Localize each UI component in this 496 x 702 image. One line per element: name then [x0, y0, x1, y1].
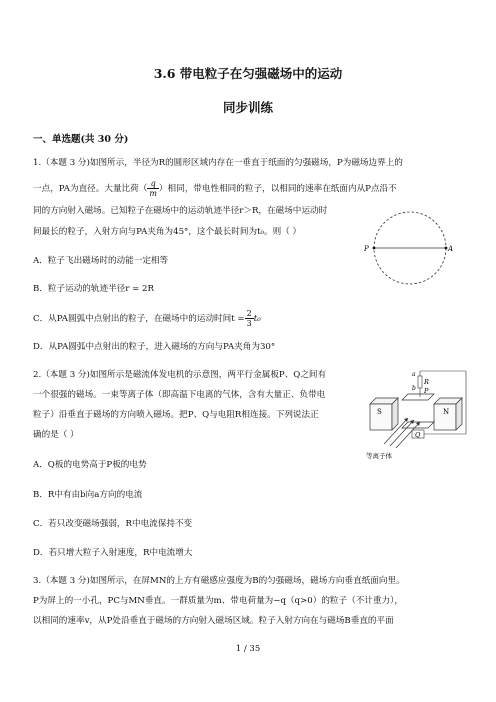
q2-line-1: 2.（本题 3 分)如图所示是磁流体发电机的示意图，两平行金属板P、Q之间有 [33, 370, 327, 380]
q2-line-4: 确的是（ ） [33, 430, 79, 440]
page-number: 1 / 35 [235, 644, 261, 654]
q2-fig-label-s: S [377, 408, 382, 416]
q1-time-fraction: $\frac{2}{3}$ [246, 309, 252, 328]
q2-option-b: B．R中有由b向a方向的电流 [33, 490, 143, 500]
q2-fig-label-r: R [424, 378, 429, 386]
q1-fig-label-p: P [364, 245, 369, 253]
q1-circle-figure [362, 210, 454, 290]
q2-generator-figure [362, 368, 470, 460]
q3-line-1: 3.（本题 3 分)如图所示，在屏MN的上方有磁感应强度为B的匀强磁场，磁场方向垂直纸面向里。 [33, 576, 405, 586]
q3-line-2: P为屏上的一小孔，PC与MN垂直。一群质量为m、带电荷量为−q（q>0）的粒子（不计重力）， [33, 596, 403, 606]
q1-option-d: D．从PA圆弧中点射出的粒子，进入磁场的方向与PA夹角为30° [33, 342, 276, 352]
q1-line-2: 一点，PA为直径。大量比荷（ $\frac{q}{m}$ ）相同，带电性相同的粒子，以相同的速率在纸面内从P点沿不 [33, 179, 397, 198]
q3-line-3: 以相同的速率v，从P处沿垂直于磁场的方向射入磁场区域。粒子入射方向在与磁场B垂直的平面 [33, 616, 394, 626]
q2-fig-label-b: b [412, 385, 416, 392]
section-heading: 一、单选题(共 30 分) [33, 134, 129, 145]
q1-ratio-fraction: $\frac{q}{m}$ [149, 179, 157, 198]
q1-line-3: 同的方向射入磁场。已知粒子在磁场中的运动轨迹半径r＞R，在磁场中运动时 [33, 206, 328, 216]
q1-option-b: B．粒子运动的轨迹半径r = 2R [33, 284, 154, 294]
q2-fig-label-p: P [424, 387, 429, 395]
q2-fig-label-n: N [443, 408, 450, 416]
q2-fig-label-q: Q [415, 431, 421, 439]
q1-line-1: 1.（本题 3 分)如图所示，半径为R的圆形区域内存在一垂直于纸面的匀强磁场，P为磁场边界上的 [33, 158, 403, 168]
q2-fig-caption: 等离子体 [366, 452, 392, 460]
q2-line-2: 一个很强的磁场。一束等离子体（即高温下电离的气体，含有大量正、负带电 [33, 390, 326, 400]
q2-option-c: C．若只改变磁场强弱，R中电流保持不变 [33, 519, 193, 529]
q1-option-c: C．从PA圆弧中点射出的粒子，在磁场中的运动时间t = $\frac{2}{3}$ t₀ [33, 309, 261, 328]
q2-line-3: 粒子）沿垂直于磁场的方向喷入磁场。把P、Q与电阻R相连接。下列说法正 [33, 410, 319, 420]
q2-option-d: D．若只增大粒子入射速度，R中电流增大 [33, 548, 193, 558]
q1-line-4: 间最长的粒子，入射方向与PA夹角为45°，这个最长时间为t₀。则（ ） [33, 227, 302, 237]
page-title: 3.6 带电粒子在匀强磁场中的运动 [153, 66, 343, 81]
q2-fig-label-a: a [412, 371, 416, 378]
q1-fig-label-a: A [448, 245, 454, 253]
q2-option-a: A．Q板的电势高于P板的电势 [33, 460, 147, 470]
page-subtitle: 同步训练 [222, 100, 273, 115]
q1-option-a: A．粒子飞出磁场时的动能一定相等 [33, 256, 169, 266]
